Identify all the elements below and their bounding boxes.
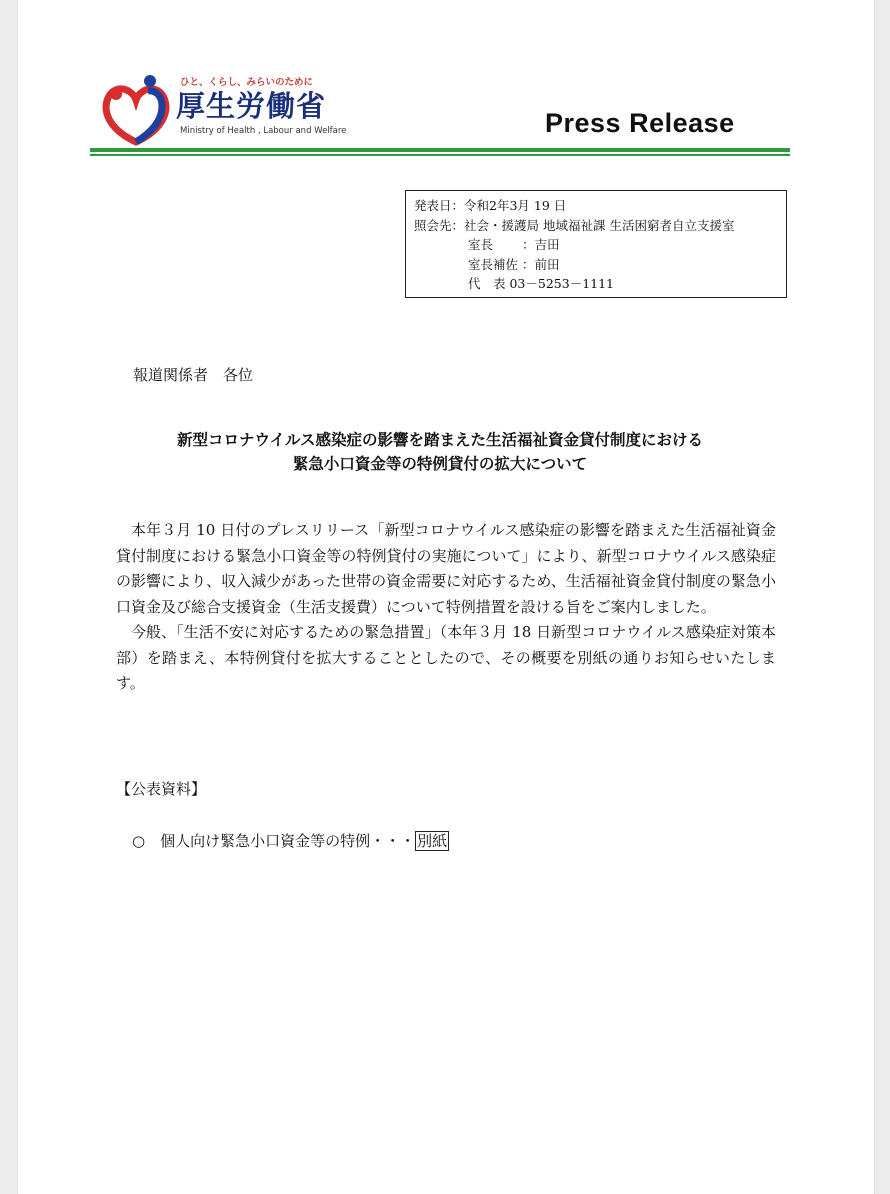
contact-assistant: 室長補佐 ：前田 (468, 256, 560, 272)
inquiry-dept: 照会先：社会・援護局 地域福祉課 生活困窮者自立支援室 (414, 217, 735, 233)
body-paragraph-2: 今般、「生活不安に対応するための緊急措置」（本年３月 18 日新型コロナウイルス感染症対策本部）を踏まえ、本特例貸付を拡大することとしたので、その概要を別紙の通りお知らせいたします。 (116, 623, 776, 692)
header-rule-thin (90, 154, 790, 156)
contact-chief: 室長 ：吉田 (468, 237, 560, 252)
contact-phone: 代 表 03－5253－1111 (468, 276, 615, 291)
ministry-tagline: ひと、くらし、みらいのために (180, 77, 314, 88)
contact-box (405, 190, 787, 298)
title-line-1: 新型コロナウイルス感染症の影響を踏まえた生活福祉資金貸付制度における (176, 431, 704, 449)
document-title (90, 428, 790, 476)
body-text (116, 518, 776, 697)
addressee: 報道関係者 各位 (133, 366, 254, 384)
press-release-heading: Press Release (545, 108, 735, 138)
ministry-name-jp: 厚生労働省 (176, 89, 327, 123)
materials-heading: 【公表資料】 (116, 780, 207, 798)
header-rule (90, 148, 790, 152)
ministry-name-en: Ministry of Health , Labour and Welfare (180, 126, 347, 136)
material-item (132, 830, 449, 851)
release-date: 発表日：令和2年3月 19 日 (414, 198, 567, 213)
material-item-text: ○ 個人向け緊急小口資金等の特例・・・ (132, 832, 416, 850)
document-page (18, 0, 874, 1194)
ministry-logo (100, 72, 347, 146)
body-paragraph-1: 本年３月 10 日付のプレスリリース「新型コロナウイルス感染症の影響を踏まえた生活福祉資金貸付制度における緊急小口資金等の特例貸付の実施について」により、新型コロナウイルス感染症の影響により、収入減少があった世帯の資金需要に対応するため、生活福祉資金貸付制度の緊急小口資金及び総合支援資金（生活支援費）について特例措置を設ける旨をご案内しました。 (116, 521, 776, 616)
title-line-2: 緊急小口資金等の特例貸付の拡大について (292, 455, 588, 473)
ministry-emblem-icon (100, 72, 170, 146)
attachment-reference: 別紙 (417, 832, 448, 850)
